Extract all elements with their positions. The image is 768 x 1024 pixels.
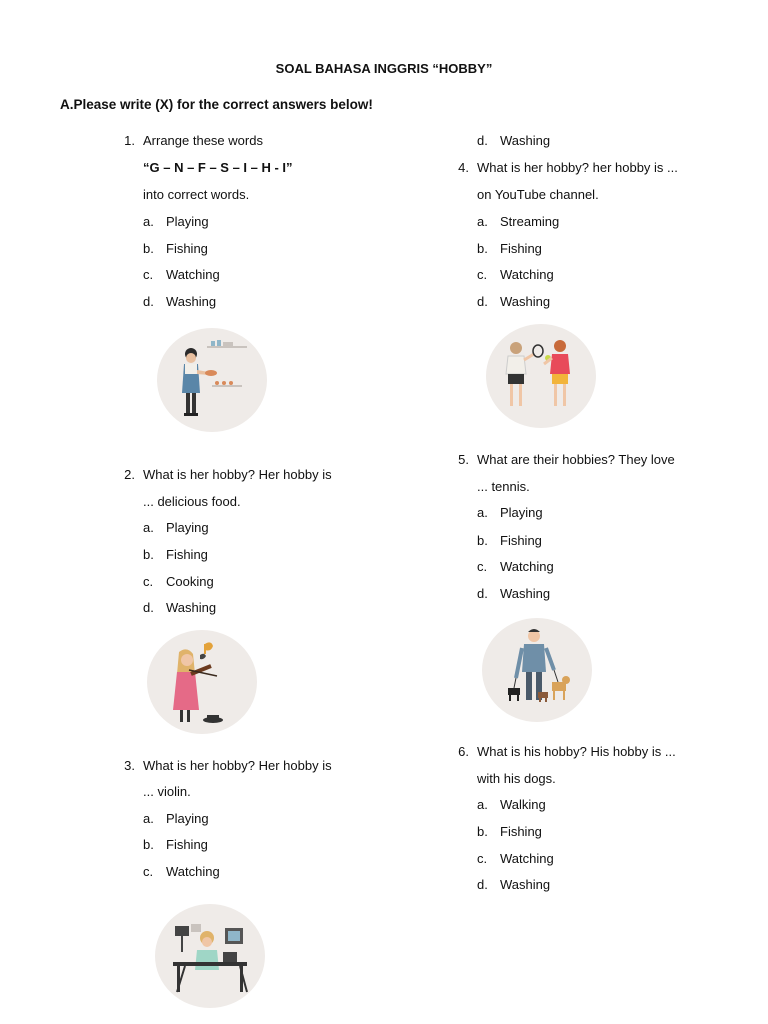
option-letter: c. <box>143 574 154 589</box>
question-text: ... delicious food. <box>143 494 241 509</box>
scrambled-letters: “G – N – F – S – I – H - I” <box>143 160 293 175</box>
option-letter: d. <box>143 294 154 309</box>
option-c[interactable]: Cooking <box>166 574 214 589</box>
question-text: with his dogs. <box>477 771 556 786</box>
option-d[interactable]: Washing <box>500 133 551 148</box>
question-number: 5. <box>458 452 469 467</box>
question-number: 2. <box>124 467 135 482</box>
option-letter: a. <box>477 505 488 520</box>
option-a[interactable]: Playing <box>166 214 209 229</box>
option-b[interactable]: Fishing <box>500 241 542 256</box>
option-c[interactable]: Watching <box>500 559 554 574</box>
option-a[interactable]: Playing <box>166 520 209 535</box>
option-c[interactable]: Watching <box>500 851 554 866</box>
violin-player-illustration <box>147 630 257 734</box>
question-text: ... tennis. <box>477 479 530 494</box>
option-a[interactable]: Playing <box>166 811 209 826</box>
option-d[interactable]: Washing <box>166 294 217 309</box>
option-b[interactable]: Fishing <box>166 547 208 562</box>
question-text: Arrange these words <box>143 133 263 148</box>
question-number: 1. <box>124 133 135 148</box>
tennis-players-illustration <box>486 324 596 428</box>
question-number: 6. <box>458 744 469 759</box>
cooking-woman-illustration <box>157 328 267 432</box>
option-letter: b. <box>143 837 154 852</box>
option-c[interactable]: Watching <box>500 267 554 282</box>
option-letter: a. <box>143 214 154 229</box>
question-number: 4. <box>458 160 469 175</box>
question-text: ... violin. <box>143 784 191 799</box>
question-text: What is her hobby? Her hobby is <box>143 758 332 773</box>
page-title: SOAL BAHASA INGGRIS “HOBBY” <box>275 61 493 76</box>
option-b[interactable]: Fishing <box>500 533 542 548</box>
option-c[interactable]: Watching <box>166 864 220 879</box>
option-letter: a. <box>477 214 488 229</box>
option-letter: a. <box>143 520 154 535</box>
question-text: What is his hobby? His hobby is ... <box>477 744 676 759</box>
option-letter: b. <box>143 241 154 256</box>
question-text: What is her hobby? her hobby is ... <box>477 160 678 175</box>
option-letter: c. <box>477 267 488 282</box>
option-a[interactable]: Streaming <box>500 214 560 229</box>
option-b[interactable]: Fishing <box>166 837 208 852</box>
option-letter: d. <box>477 586 488 601</box>
option-d[interactable]: Washing <box>500 877 551 892</box>
option-letter: c. <box>477 851 488 866</box>
option-letter: b. <box>477 824 488 839</box>
option-letter: c. <box>143 267 154 282</box>
question-text: on YouTube channel. <box>477 187 599 202</box>
option-letter: a. <box>143 811 154 826</box>
option-letter: d. <box>477 877 488 892</box>
option-d[interactable]: Washing <box>166 600 217 615</box>
instruction: A.Please write (X) for the correct answers below! <box>60 97 373 112</box>
question-text: into correct words. <box>143 187 250 202</box>
option-a[interactable]: Walking <box>500 797 546 812</box>
question-text: What are their hobbies? They love <box>477 452 675 467</box>
streamer-desk-illustration <box>155 904 265 1008</box>
option-letter: d. <box>477 294 488 309</box>
option-c[interactable]: Watching <box>166 267 220 282</box>
option-a[interactable]: Playing <box>500 505 543 520</box>
option-letter: c. <box>477 559 488 574</box>
option-letter: a. <box>477 797 488 812</box>
question-text: What is her hobby? Her hobby is <box>143 467 332 482</box>
dog-walker-illustration <box>482 618 592 722</box>
option-letter: b. <box>477 533 488 548</box>
option-letter: b. <box>143 547 154 562</box>
option-d[interactable]: Washing <box>500 586 551 601</box>
option-letter: b. <box>477 241 488 256</box>
option-letter: d. <box>143 600 154 615</box>
option-d[interactable]: Washing <box>500 294 551 309</box>
option-b[interactable]: Fishing <box>166 241 208 256</box>
option-letter: c. <box>143 864 154 879</box>
question-number: 3. <box>124 758 135 773</box>
option-b[interactable]: Fishing <box>500 824 542 839</box>
option-letter: d. <box>477 133 488 148</box>
